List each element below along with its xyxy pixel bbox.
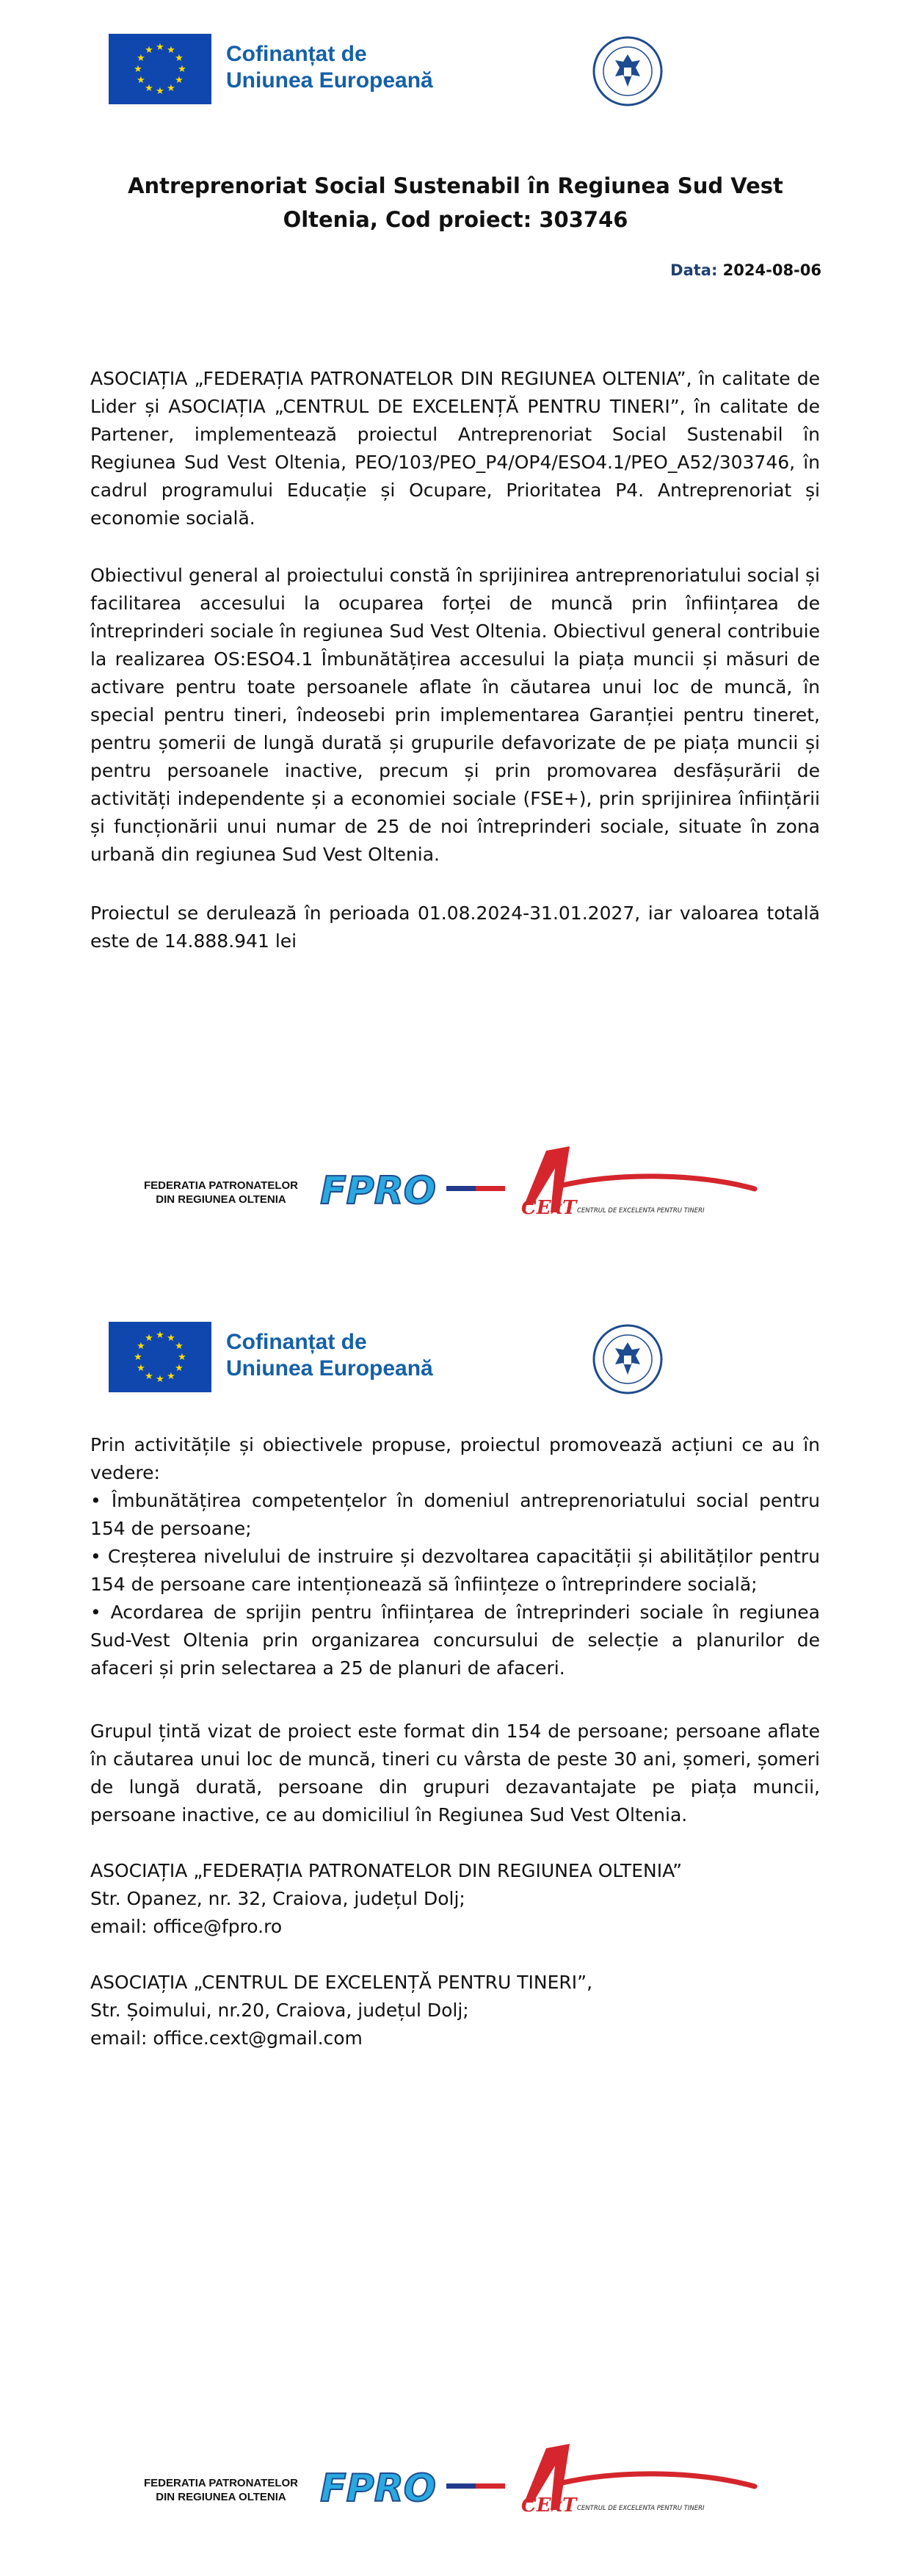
eu-star-icon: ★: [145, 83, 153, 94]
eu-star-icon: ★: [134, 1352, 142, 1363]
fpro-name-line1: FEDERATIA PATRONATELOR: [144, 1179, 298, 1192]
paragraph-text: Proiectul se derulează în perioada 01.08.2024-31.01.2027, iar valoarea totală este de 14.888.941 lei: [90, 902, 820, 952]
contact-name: ASOCIAȚIA „FEDERAȚIA PATRONATELOR DIN REGIUNEA OLTENIA”: [90, 1860, 683, 1881]
fpro-logo-text: FPRO: [320, 2467, 436, 2511]
eu-line2: Uniunea Europeană: [226, 68, 433, 93]
page-title: Antreprenoriat Social Sustenabil în Regiunea Sud Vest Oltenia, Cod proiect: 303746: [128, 173, 783, 232]
eu-star-icon: ★: [137, 1341, 145, 1352]
eu-star-icon: ★: [167, 1333, 175, 1344]
divider-red: [476, 2483, 505, 2489]
eu-star-icon: ★: [178, 1352, 186, 1363]
target-group-paragraph: [90, 1718, 820, 1829]
eu-star-icon: ★: [137, 53, 145, 64]
partners-footer: [144, 2439, 761, 2519]
eu-star-icon: ★: [178, 64, 186, 75]
cext-logo: [518, 2439, 761, 2519]
romanian-government-logo: [592, 1323, 664, 1395]
fpro-name: [144, 1179, 298, 1206]
date-line: [670, 261, 821, 279]
eu-line2: Uniunea Europeană: [226, 1356, 433, 1381]
eu-star-icon: ★: [175, 75, 184, 86]
contact-address: Str. Șoimului, nr.20, Craiova, județul Dolj;: [90, 2000, 469, 2021]
eu-star-icon: ★: [156, 86, 164, 97]
fpro-name: [144, 2476, 298, 2504]
date-label: Data:: [670, 261, 718, 279]
eu-star-icon: ★: [156, 42, 164, 53]
contact-address: Str. Opanez, nr. 32, Craiova, județul Dolj;: [90, 1888, 465, 1909]
eu-star-icon: ★: [145, 45, 153, 56]
fpro-logo-text: FPRO: [320, 1169, 436, 1213]
cext-tagline: CENTRUL DE EXCELENTA PENTRU TINERI: [577, 2505, 705, 2512]
eu-flag-icon: [109, 1322, 211, 1392]
divider-blue: [446, 1186, 476, 1191]
eu-star-icon: ★: [134, 64, 142, 75]
fpro-name-line2: DIN REGIUNEA OLTENIA: [156, 2491, 286, 2503]
intro-paragraph: [90, 365, 820, 532]
page-2: [0, 1288, 911, 2576]
objective-paragraph: [90, 562, 820, 869]
eu-star-icon: ★: [137, 1363, 145, 1374]
eu-star-icon: ★: [175, 1341, 184, 1352]
eu-cofinancing-text: [226, 41, 433, 94]
eu-line1: Cofinanțat de: [226, 1330, 367, 1354]
divider-blue: [446, 2483, 476, 2489]
cext-tagline: CENTRUL DE EXCELENTA PENTRU TINERI: [577, 1207, 705, 1215]
eu-star-icon: ★: [175, 53, 184, 64]
fpro-logo: [320, 1162, 436, 1215]
bullet-item: • Îmbunătățirea competențelor în domeniul antreprenoriatului social pentru 154 de persoane;: [90, 1490, 820, 1539]
date-value: 2024-08-06: [722, 261, 821, 279]
eu-cofinancing-logo: [109, 1322, 454, 1392]
contact-fpro: [90, 1857, 820, 1941]
contact-name: ASOCIAȚIA „CENTRUL DE EXCELENȚĂ PENTRU TINERI”,: [90, 1972, 593, 1993]
eu-cofinancing-logo: [109, 34, 454, 104]
eu-line1: Cofinanțat de: [226, 42, 367, 66]
partners-footer: [144, 1142, 761, 1221]
eu-flag-icon: [109, 34, 211, 104]
contact-email: email: office@fpro.ro: [90, 1916, 283, 1937]
paragraph-text: ASOCIAȚIA „FEDERAȚIA PATRONATELOR DIN REGIUNEA OLTENIA”, în calitate de Lider și ASOCIAȚIA „CENTRUL DE EXCELENȚĂ PENTRU TINERI”, în calitate de Partener, implementează proiectul Antreprenoriat Social Sustenabil în Regiunea Sud Vest Oltenia, PEO/103/PEO_P4/OP4/ESO4.1/PEO_A52/303746, în cadrul programului Educație și Ocupare, Prioritatea P4. Antreprenoriat și economie socială.: [90, 368, 820, 529]
cext-logo-text: CExT: [521, 1197, 577, 1219]
eu-cofinancing-text: [226, 1329, 433, 1382]
eu-star-icon: ★: [145, 1371, 153, 1382]
activities-section: [90, 1431, 820, 1682]
romanian-government-logo: [592, 35, 664, 107]
cext-logo-text: CExT: [521, 2494, 577, 2517]
contact-email: email: office.cext@gmail.com: [90, 2027, 363, 2049]
fpro-name-line1: FEDERATIA PATRONATELOR: [144, 2477, 298, 2489]
fpro-name-line2: DIN REGIUNEA OLTENIA: [156, 1193, 286, 1206]
paragraph-text: Grupul țintă vizat de proiect este format din 154 de persoane; persoane aflate în căutarea unui loc de muncă, tineri cu vârsta de peste 30 ani, șomeri, șomeri de lungă durată, persoane din grupuri dezavantajate pe piața muncii, persoane inactive, ce au domiciliul în Regiunea Sud Vest Oltenia.: [90, 1721, 820, 1826]
eu-star-icon: ★: [156, 1374, 164, 1385]
divider-red: [476, 1186, 505, 1191]
bullet-item: • Creșterea nivelului de instruire și dezvoltarea capacității și abilităților pentru 154 de persoane care intenționează să înființeze o întreprindere socială;: [90, 1546, 820, 1595]
fpro-logo: [320, 2460, 436, 2513]
eu-star-icon: ★: [137, 75, 145, 86]
contact-cext: [90, 1969, 820, 2052]
eu-star-icon: ★: [175, 1363, 184, 1374]
eu-star-icon: ★: [167, 83, 175, 94]
bullet-item: • Acordarea de sprijin pentru înființarea de întreprinderi sociale în regiunea Sud-Vest Oltenia prin organizarea concursului de selecție a planurilor de afaceri și prin selectarea a 25 de planuri de afaceri.: [90, 1602, 820, 1679]
period-paragraph: [90, 900, 820, 955]
activities-intro: Prin activitățile și obiectivele propuse, proiectul promovează acțiuni ce au în vedere:: [90, 1434, 820, 1483]
paragraph-text: Obiectivul general al proiectului constă în sprijinirea antreprenoriatului social și facilitarea accesului la ocuparea forței de muncă prin înființarea de întreprinderi sociale în regiunea Sud Vest Oltenia. Obiectivul general contribuie la realizarea OS:ESO4.1 Îmbunătățirea accesului la piața muncii și măsuri de activare pentru toate persoanele aflate în căutarea unui loc de muncă, în special pentru tineri, îndeosebi prin implementarea Garanției pentru tineret, pentru șomerii de lungă durată și grupurile defavorizate de pe piața muncii și pentru persoanele inactive, precum și prin promovarea desfășurării de activități independente și a economiei sociale (FSE+), prin sprijinirea înființării și funcționării unui numar de 25 de noi întreprinderi sociale, situate în zona urbană din regiunea Sud Vest Oltenia.: [90, 565, 820, 865]
eu-star-icon: ★: [167, 45, 175, 56]
cext-logo: [518, 1142, 761, 1221]
eu-star-icon: ★: [156, 1330, 164, 1341]
eu-star-icon: ★: [145, 1333, 153, 1344]
eu-star-icon: ★: [167, 1371, 175, 1382]
